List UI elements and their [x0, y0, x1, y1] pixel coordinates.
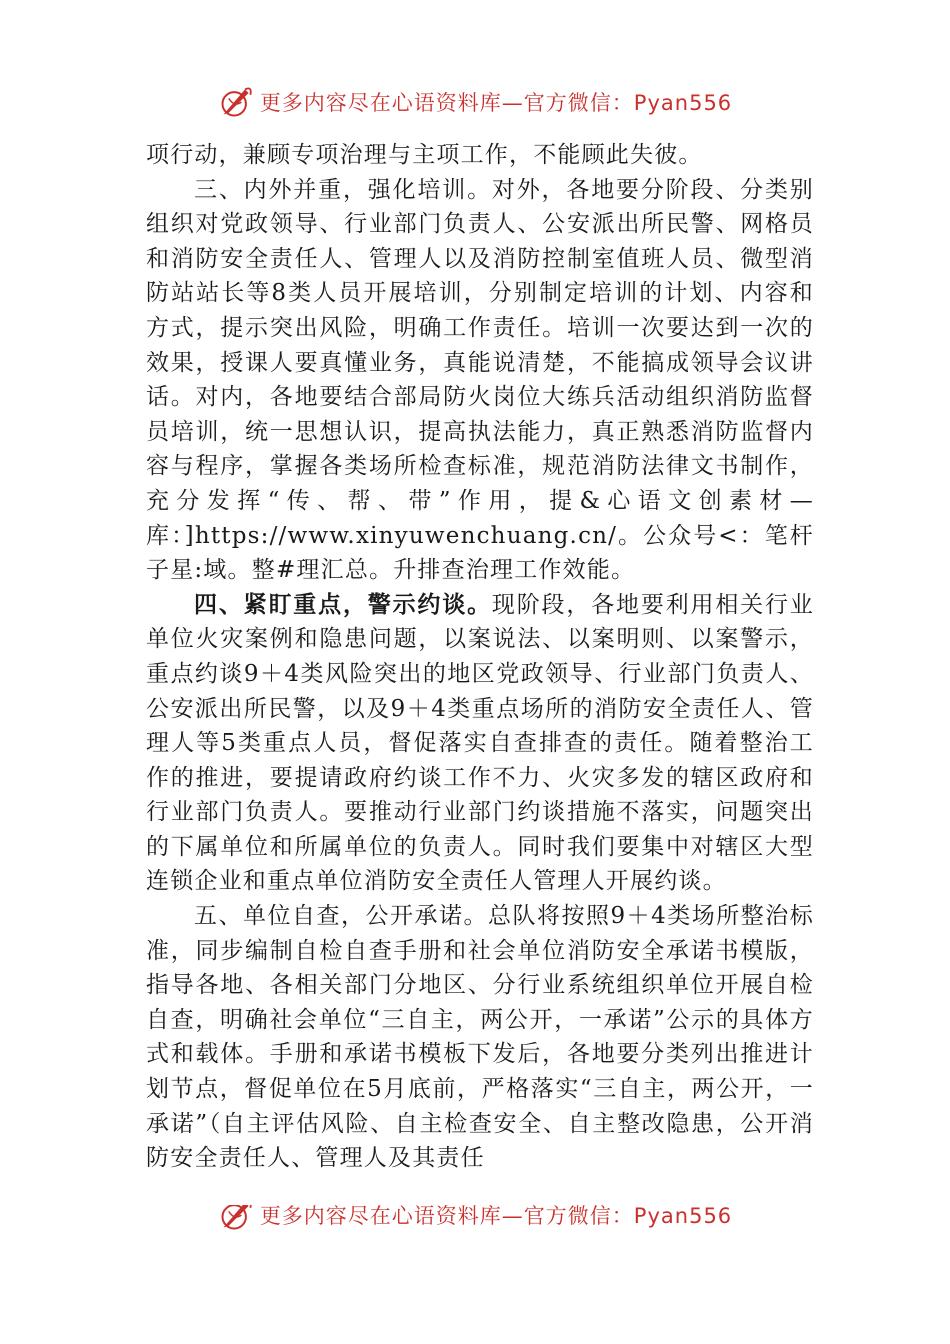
section-heading: 四、紧盯重点，警示约谈。: [194, 591, 492, 618]
top-watermark-banner: [0, 82, 950, 122]
paragraph-text: 三、内外并重，强化培训。对外，各地要分阶段、分类别组织对党政领导、行业部门负责人、公安派出所民警、网格员和消防安全责任人、管理人以及消防控制室值班人员、微型消防站站长等8类人员开展培训，分别制定培训的计划、内容和方式，提示突出风险，明确工作责任。培训一次要达到一次的效果，授课人要真懂业务，真能说清楚，不能搞成领导会议讲话。对内，各地要结合部局防火岗位大练兵活动组织消防监督员培训，统一思想认识，提高执法能力，真正熟悉消防监督内容与程序，掌握各类场所检查标准，规范消防法律文书制作，充分发挥“传、帮、带”作用，提&心语文创素材—库：]https://www.xinyuwenchuang.cn/。公众号<：笔杆子星:域。整#理汇总。升排查治理工作效能。: [146, 176, 814, 584]
paragraph-continuation: [146, 138, 814, 173]
bottom-watermark-banner: [0, 1205, 950, 1235]
quill-logo-icon: [218, 1205, 254, 1233]
paragraph-self-inspection: [146, 899, 814, 1176]
paragraph-interviews: [146, 588, 814, 899]
banner-text: 更多内容尽在心语资料库—官方微信：Pyan556: [259, 1205, 733, 1228]
document-body: [146, 138, 814, 1176]
banner-text: 更多内容尽在心语资料库—官方微信：Pyan556: [259, 91, 733, 115]
paragraph-text: 五、单位自查，公开承诺。总队将按照9＋4类场所整治标准，同步编制自检自查手册和社会单位消防安全承诺书模版，指导各地、各相关部门分地区、分行业系统组织单位开展自检自查，明确社会单位“三自主，两公开，一承诺”公示的具体方式和载体。手册和承诺书模板下发后，各地要分类列出推进计划节点，督促单位在5月底前，严格落实“三自主，两公开，一承诺”（自主评估风险、自主检查安全、自主整改隐患，公开消防安全责任人、管理人及其责任: [146, 903, 814, 1172]
paragraph-training: [146, 173, 814, 588]
paragraph-text: 现阶段，各地要利用相关行业单位火灾案例和隐患问题，以案说法、以案明则、以案警示，重点约谈9＋4类风险突出的地区党政领导、行业部门负责人、公安派出所民警，以及9＋4类重点场所的消防安全责任人、管理人等5类重点人员，督促落实自查排查的责任。随着整治工作的推进，要提请政府约谈工作不力、火灾多发的辖区政府和行业部门负责人。要推动行业部门约谈措施不落实，问题突出的下属单位和所属单位的负责人。同时我们要集中对辖区大型连锁企业和重点单位消防安全责任人管理人开展约谈。: [146, 591, 814, 895]
paragraph-text: 项行动，兼顾专项治理与主项工作，不能顾此失彼。: [146, 142, 703, 168]
quill-logo-icon: [218, 84, 254, 120]
